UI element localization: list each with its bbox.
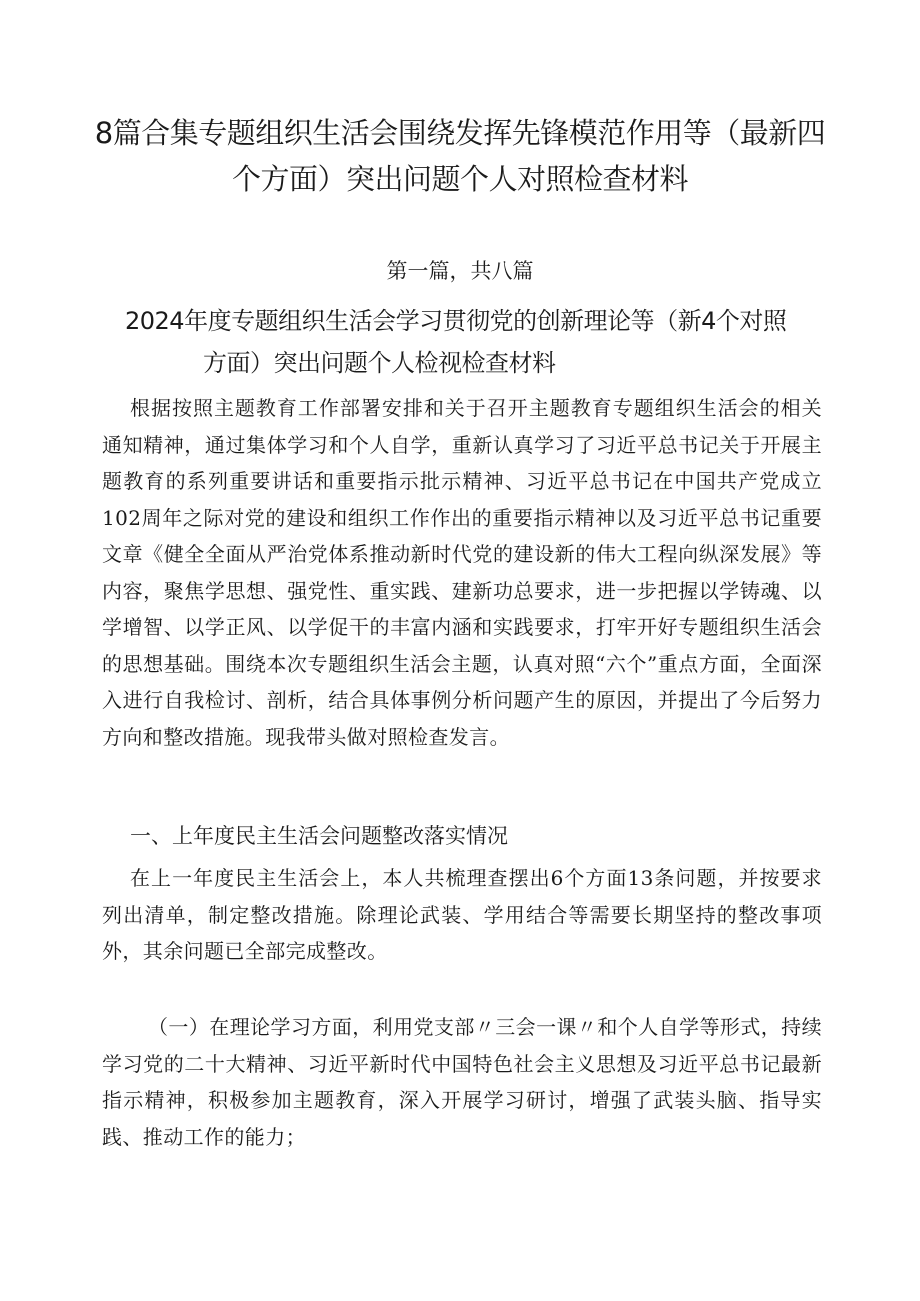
- subtitle-line-2: 方面）突出问题个人检视检查材料: [203, 349, 556, 377]
- intro-paragraph: 根据按照主题教育工作部署安排和关于召开主题教育专题组织生活会的相关通知精神，通过集体学习和个人自学，重新认真学习了习近平总书记关于开展主题教育的系列重要讲话和重要指示批示精神、习近平总书记在中国共产党成立102周年之际对党的建设和组织工作作出的重要指示精神以及习近平总书记重要文章《健全全面从严治党体系推动新时代党的建设新的伟大工程向纵深发展》等内容，聚焦学思想、强党性、重实践、建新功总要求，进一步把握以学铸魂、以学增智、以学正风、以学促干的丰富内涵和实践要求，打牢开好专题组织生活会的思想基础。围绕本次专题组织生活会主题，认真对照“六个”重点方面，全面深入进行自我检讨、剖析，结合具体事例分析问题产生的原因，并提出了今后努力方向和整改措施。现我带头做对照检查发言。: [102, 396, 822, 749]
- part-label: 第一篇，共八篇: [386, 259, 534, 283]
- theory-study-paragraph: （一）在理论学习方面，利用党支部〃三会一课〃和个人自学等形式，持续学习党的二十大精神、习近平新时代中国特色社会主义思想及习近平总书记最新指示精神，积极参加主题教育，深入开展学习研讨，增强了武装头脑、指导实践、推动工作的能力；: [102, 1015, 822, 1149]
- section-subtitle: [125, 300, 845, 384]
- section-heading-1: 一、上年度民主生活会问题整改落实情况: [130, 824, 508, 848]
- subtitle-line-1: 2024年度专题组织生活会学习贯彻党的创新理论等（新4个对照: [125, 307, 787, 335]
- rectification-paragraph: 在上一年度民主生活会上，本人共梳理查摆出6个方面13条问题，并按要求列出清单，制定整改措施。除理论武装、学用结合等需要长期坚持的整改事项外，其余问题已全部完成整改。: [102, 866, 822, 963]
- document-title: 8篇合集专题组织生活会围绕发挥先锋模范作用等（最新四个方面）突出问题个人对照检查材料: [94, 116, 826, 196]
